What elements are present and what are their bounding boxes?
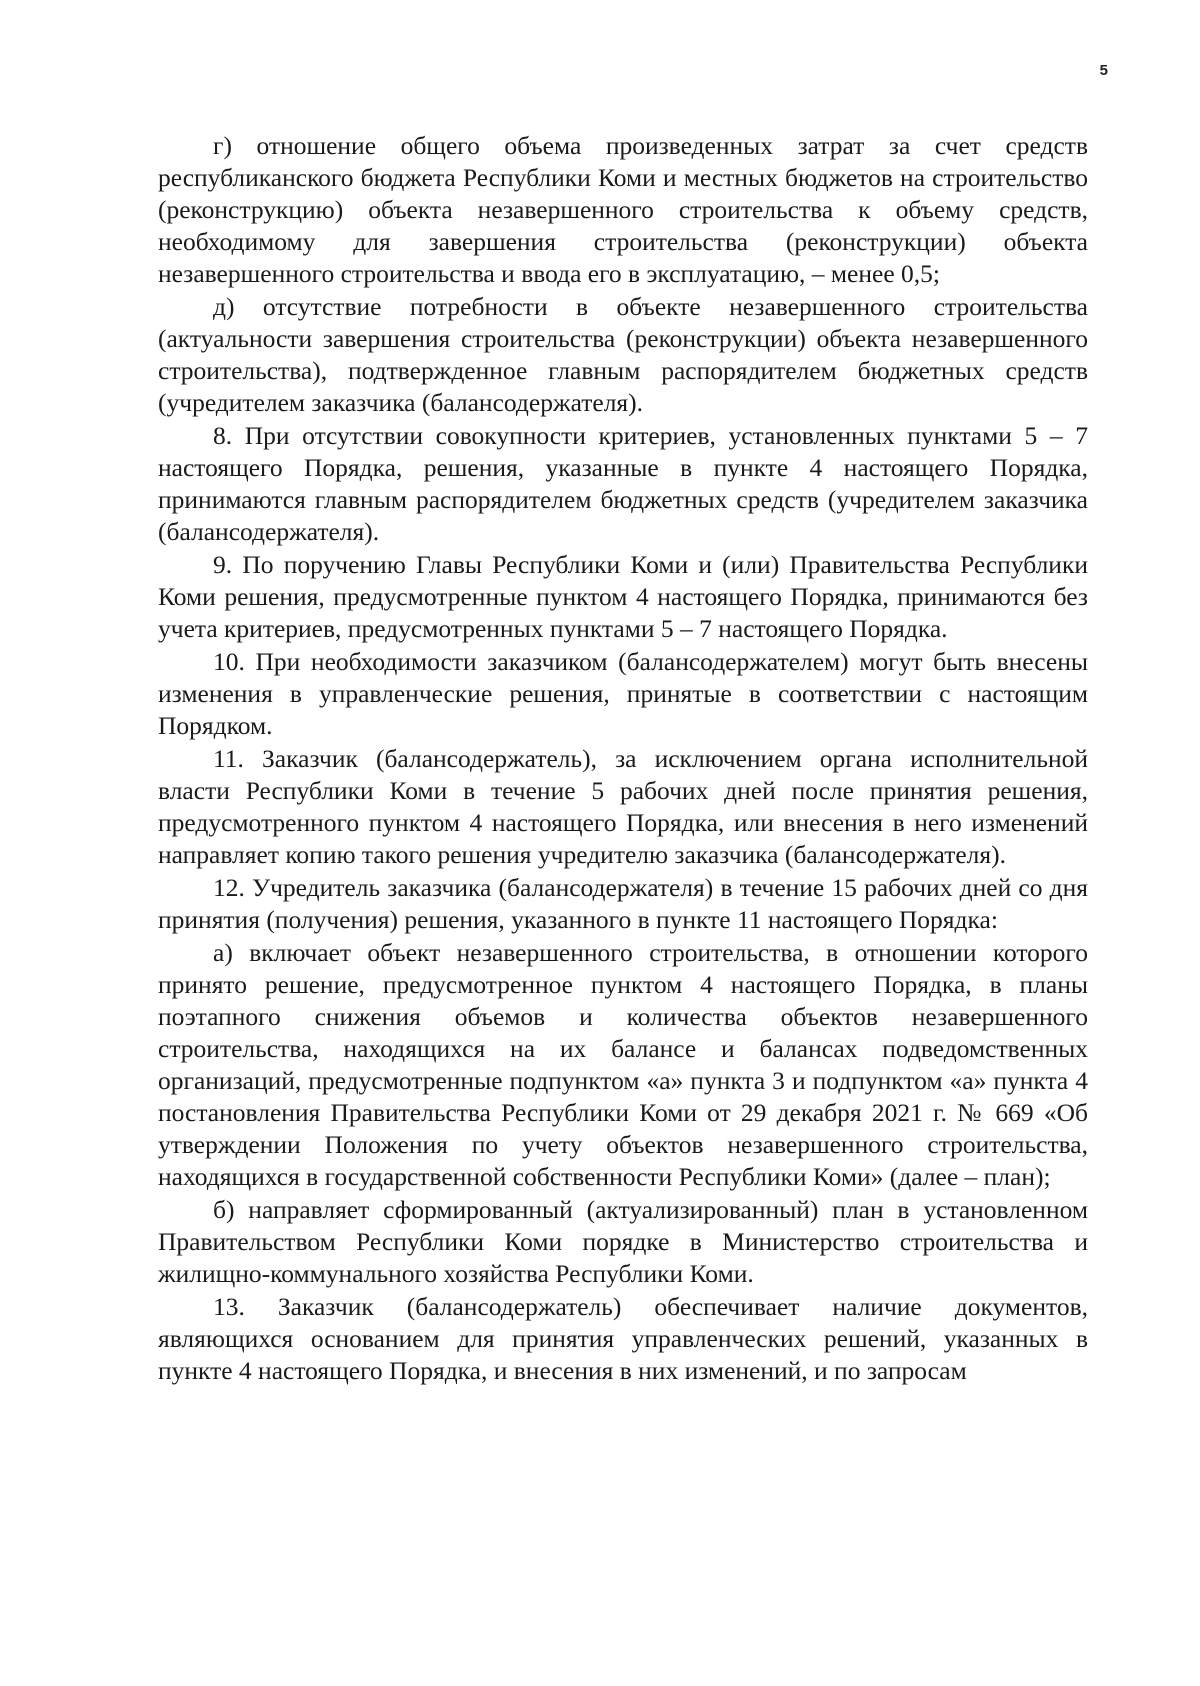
paragraph-12b: б) направляет сформированный (актуализированный) план в установленном Правительством Республики Коми порядке в Министерство строительства и жилищно-коммунального хозяйства Республики Коми. [158, 1195, 1088, 1288]
paragraph-g: г) отношение общего объема произведенных затрат за счет средств республиканского бюджета Республики Коми и местных бюджетов на строительство (реконструкцию) объекта незавершенного строительства к объему средств, необходимому для завершения строительства (реконструкции) объекта незавершенного строительства и ввода его в эксплуатацию, – менее 0,5; [158, 131, 1088, 288]
document-body [158, 130, 1088, 1387]
paragraph-13: 13. Заказчик (балансодержатель) обеспечивает наличие документов, являющихся основанием для принятия управленческих решений, указанных в пункте 4 настоящего Порядка, и внесения в них изменений, и по запросам [158, 1292, 1088, 1385]
paragraph-10: 10. При необходимости заказчиком (балансодержателем) могут быть внесены изменения в управленческие решения, принятые в соответствии с настоящим Порядком. [158, 647, 1088, 740]
paragraph-12a: а) включает объект незавершенного строительства, в отношении которого принято решение, предусмотренное пунктом 4 настоящего Порядка, в планы поэтапного снижения объемов и количества объектов незавершенного строительства, находящихся на их балансе и балансах подведомственных организаций, предусмотренные подпунктом «а» пункта 3 и подпунктом «а» пункта 4 постановления Правительства Республики Коми от 29 декабря 2021 г. № 669 «Об утверждении Положения по учету объектов незавершенного строительства, находящихся в государственной собственности Республики Коми» (далее – план); [158, 938, 1088, 1191]
paragraph-12: 12. Учредитель заказчика (балансодержателя) в течение 15 рабочих дней со дня принятия (получения) решения, указанного в пункте 11 настоящего Порядка: [158, 873, 1088, 934]
paragraph-d: д) отсутствие потребности в объекте незавершенного строительства (актуальности завершения строительства (реконструкции) объекта незавершенного строительства), подтвержденное главным распорядителем бюджетных средств (учредителем заказчика (балансодержателя). [158, 292, 1088, 417]
paragraph-9: 9. По поручению Главы Республики Коми и (или) Правительства Республики Коми решения, предусмотренные пунктом 4 настоящего Порядка, принимаются без учета критериев, предусмотренных пунктами 5 – 7 настоящего Порядка. [158, 550, 1088, 643]
paragraph-8: 8. При отсутствии совокупности критериев, установленных пунктами 5 – 7 настоящего Порядка, решения, указанные в пункте 4 настоящего Порядка, принимаются главным распорядителем бюджетных средств (учредителем заказчика (балансодержателя). [158, 421, 1088, 546]
page-number: 5 [1099, 62, 1108, 79]
paragraph-11: 11. Заказчик (балансодержатель), за исключением органа исполнительной власти Республики Коми в течение 5 рабочих дней после принятия решения, предусмотренного пунктом 4 настоящего Порядка, или внесения в него изменений направляет копию такого решения учредителю заказчика (балансодержателя). [158, 744, 1088, 869]
